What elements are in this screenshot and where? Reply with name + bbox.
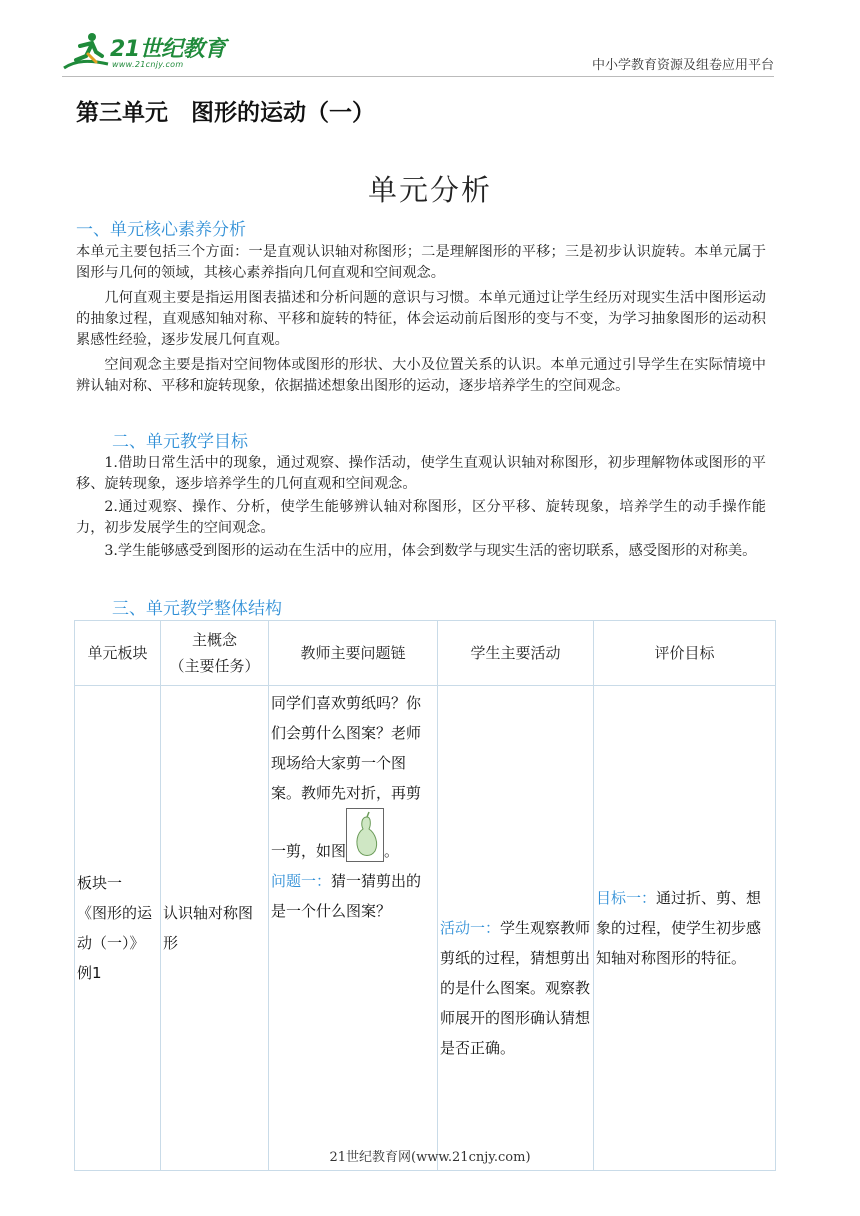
header-main-task-label: （主要任务）: [169, 657, 260, 675]
header-teacher-questions: 教师主要问题链: [269, 621, 438, 686]
cell-evaluation-goal: [594, 686, 776, 1171]
paragraph-geometric-intuition: 几何直观主要是指运用图表描述和分析问题的意识与习惯。本单元通过让学生经历对现实生活中图形运动的抽象过程，直观感知轴对称、平移和旋转的特征，体会运动前后图形的变与不变，为学习抽象图形的运动积累感性经验，逐步发展几何直观。: [76, 290, 766, 348]
platform-name: 中小学教育资源及组卷应用平台: [591, 58, 774, 73]
page-title: 单元分析: [367, 173, 492, 207]
block-line-3: 动（一）》: [77, 934, 145, 952]
activity-text: 学生观察教师剪纸的过程，猜想剪出的是什么图案。观察教师展开的图形确认猜想是否正确。: [440, 919, 591, 1057]
logo-url: www.21cnjy.com: [112, 60, 184, 69]
block-line-4: 例1: [77, 964, 102, 982]
question-label: 问题一：: [271, 872, 332, 890]
goal-paragraph-2: 2.通过观察、操作、分析，使学生能够辨认轴对称图形，区分平移、旋转现象，培养学生的动手操作能力，初步发展学生的空间观念。: [76, 499, 766, 536]
cell-unit-block: [75, 686, 161, 1171]
structure-table: [74, 620, 776, 1171]
activity-label: 活动一：: [440, 919, 501, 937]
question-text: 猜一猜剪出的是一个什么图案？: [271, 872, 422, 920]
footer-link[interactable]: 21世纪教育网(www.21cnjy.com): [329, 1150, 531, 1165]
logo-text: 21世纪教育: [110, 37, 226, 62]
block-line-2: 《图形的运: [77, 904, 153, 922]
cell-main-concept: 认识轴对称图形: [161, 686, 269, 1171]
teacher-text-end: 。: [384, 842, 400, 860]
cell-student-activity: [438, 686, 594, 1171]
teacher-text: 同学们喜欢剪纸吗？你们会剪什么图案？老师现场给大家剪一个图案。教师先对折，再剪一剪，如图: [271, 694, 422, 860]
table-header-row: [75, 621, 776, 686]
section-heading-core-literacy: 一、单元核心素养分析: [76, 220, 246, 240]
block-line-1: 板块一: [77, 874, 123, 892]
paper-cut-image: [346, 808, 384, 862]
section-heading-structure: 三、单元教学整体结构: [112, 599, 282, 619]
header-main-concept-label: 主概念: [191, 631, 237, 649]
goal-label: 目标一：: [596, 889, 657, 907]
header-divider: [62, 76, 774, 77]
header-unit-block: 单元板块: [75, 621, 161, 686]
table-row: [75, 686, 776, 1171]
header-student-activities: 学生主要活动: [438, 621, 594, 686]
paragraph-intro: 本单元主要包括三个方面：一是直观认识轴对称图形；二是理解图形的平移；三是初步认识旋转。本单元属于图形与几何的领域，其核心素养指向几何直观和空间观念。: [76, 244, 766, 281]
unit-title: 第三单元 图形的运动（一）: [76, 100, 375, 126]
goal-text: 通过折、剪、想象的过程，使学生初步感知轴对称图形的特征。: [596, 889, 762, 967]
goal-paragraph-1: 1.借助日常生活中的现象，通过观察、操作活动，使学生直观认识轴对称图形，初步理解物体或图形的平移、旋转现象，逐步培养学生的几何直观和空间观念。: [76, 455, 766, 492]
section-heading-teaching-goals: 二、单元教学目标: [112, 432, 248, 452]
header-evaluation-goals: 评价目标: [594, 621, 776, 686]
cell-teacher-questions: [269, 686, 438, 1171]
paragraph-spatial-concept: 空间观念主要是指对空间物体或图形的形状、大小及位置关系的认识。本单元通过引导学生在实际情境中辨认轴对称、平移和旋转现象，依据描述想象出图形的运动，逐步培养学生的空间观念。: [76, 357, 766, 394]
runner-icon: [62, 30, 110, 74]
goal-paragraph-3: 3.学生能够感受到图形的运动在生活中的应用，体会到数学与现实生活的密切联系，感受图形的对称美。: [104, 543, 757, 559]
pear-shape-icon: [347, 809, 383, 861]
site-logo[interactable]: [62, 30, 232, 74]
header-main-concept: [161, 621, 269, 686]
